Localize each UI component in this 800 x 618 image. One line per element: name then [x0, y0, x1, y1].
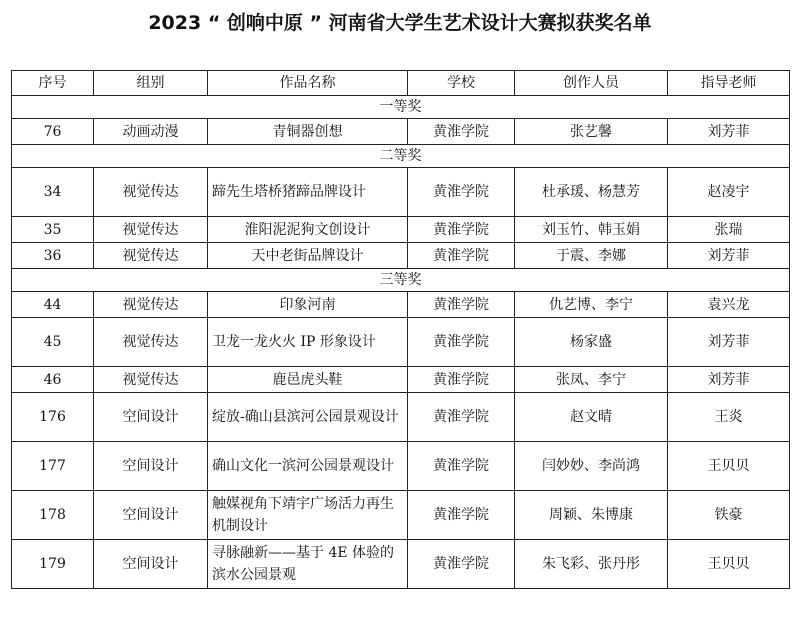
cell-school: 黄淮学院 — [408, 442, 515, 491]
header-advisor: 指导老师 — [668, 71, 790, 96]
cell-advisor: 刘芳菲 — [668, 119, 790, 145]
table-row — [12, 442, 790, 491]
cell-creators: 仇艺博、李宁 — [515, 292, 668, 318]
cell-no: 35 — [12, 217, 94, 243]
cell-no: 44 — [12, 292, 94, 318]
cell-creators: 闫妙妙、李尚鸿 — [515, 442, 668, 491]
cell-group: 视觉传达 — [94, 168, 208, 217]
cell-group: 空间设计 — [94, 491, 208, 540]
section-row-first — [12, 96, 790, 119]
cell-work: 确山文化一滨河公园景观设计 — [208, 442, 408, 491]
cell-group: 动画动漫 — [94, 119, 208, 145]
cell-advisor: 王贝贝 — [668, 442, 790, 491]
cell-group: 空间设计 — [94, 393, 208, 442]
cell-work: 绽放-确山县滨河公园景观设计 — [208, 393, 408, 442]
cell-school: 黄淮学院 — [408, 168, 515, 217]
cell-creators: 杜承瑗、杨慧芳 — [515, 168, 668, 217]
cell-group: 视觉传达 — [94, 217, 208, 243]
table-row — [12, 367, 790, 393]
cell-advisor: 铁豪 — [668, 491, 790, 540]
cell-group: 视觉传达 — [94, 367, 208, 393]
cell-creators: 杨家盛 — [515, 318, 668, 367]
cell-no: 34 — [12, 168, 94, 217]
cell-group: 视觉传达 — [94, 292, 208, 318]
cell-advisor: 王炎 — [668, 393, 790, 442]
cell-work: 淮阳泥泥狗文创设计 — [208, 217, 408, 243]
cell-group: 视觉传达 — [94, 243, 208, 269]
section-row-third — [12, 269, 790, 292]
cell-no: 76 — [12, 119, 94, 145]
table-row — [12, 292, 790, 318]
cell-advisor: 刘芳菲 — [668, 367, 790, 393]
cell-advisor: 赵凌宇 — [668, 168, 790, 217]
cell-group: 空间设计 — [94, 540, 208, 589]
cell-group: 视觉传达 — [94, 318, 208, 367]
header-work: 作品名称 — [208, 71, 408, 96]
section-row-second — [12, 145, 790, 168]
cell-advisor: 王贝贝 — [668, 540, 790, 589]
table-row — [12, 243, 790, 269]
table-row — [12, 217, 790, 243]
cell-advisor: 刘芳菲 — [668, 318, 790, 367]
header-row — [12, 71, 790, 96]
cell-no: 36 — [12, 243, 94, 269]
header-group: 组别 — [94, 71, 208, 96]
cell-school: 黄淮学院 — [408, 119, 515, 145]
cell-no: 46 — [12, 367, 94, 393]
table-row — [12, 318, 790, 367]
cell-creators: 张艺馨 — [515, 119, 668, 145]
table-row — [12, 168, 790, 217]
cell-work: 天中老街品牌设计 — [208, 243, 408, 269]
cell-school: 黄淮学院 — [408, 292, 515, 318]
cell-work: 青铜器创想 — [208, 119, 408, 145]
cell-no: 178 — [12, 491, 94, 540]
cell-school: 黄淮学院 — [408, 491, 515, 540]
cell-no: 176 — [12, 393, 94, 442]
cell-advisor: 张瑞 — [668, 217, 790, 243]
cell-work: 寻脉融新——基于 4E 体验的滨水公园景观 — [208, 540, 408, 589]
cell-school: 黄淮学院 — [408, 217, 515, 243]
cell-work: 卫龙一龙火火 IP 形象设计 — [208, 318, 408, 367]
cell-advisor: 袁兴龙 — [668, 292, 790, 318]
cell-school: 黄淮学院 — [408, 540, 515, 589]
header-no: 序号 — [12, 71, 94, 96]
table-row — [12, 119, 790, 145]
award-table — [11, 70, 790, 589]
table-row — [12, 491, 790, 540]
cell-work: 触媒视角下靖宇广场活力再生机制设计 — [208, 491, 408, 540]
table-row — [12, 393, 790, 442]
cell-creators: 周颖、朱博康 — [515, 491, 668, 540]
cell-creators: 张凤、李宁 — [515, 367, 668, 393]
section-label: 三等奖 — [12, 269, 790, 292]
cell-creators: 赵文晴 — [515, 393, 668, 442]
cell-school: 黄淮学院 — [408, 243, 515, 269]
section-label: 一等奖 — [12, 96, 790, 119]
section-label: 二等奖 — [12, 145, 790, 168]
cell-school: 黄淮学院 — [408, 367, 515, 393]
page-title: 2023 “ 创响中原 ” 河南省大学生艺术设计大赛拟获奖名单 — [148, 12, 652, 34]
cell-creators: 朱飞彩、张丹彤 — [515, 540, 668, 589]
cell-school: 黄淮学院 — [408, 393, 515, 442]
header-school: 学校 — [408, 71, 515, 96]
cell-no: 45 — [12, 318, 94, 367]
cell-school: 黄淮学院 — [408, 318, 515, 367]
cell-group: 空间设计 — [94, 442, 208, 491]
cell-creators: 于震、李娜 — [515, 243, 668, 269]
table-row — [12, 540, 790, 589]
cell-advisor: 刘芳菲 — [668, 243, 790, 269]
cell-work: 蹄先生塔桥猪蹄品牌设计 — [208, 168, 408, 217]
cell-work: 印象河南 — [208, 292, 408, 318]
header-creators: 创作人员 — [515, 71, 668, 96]
cell-work: 鹿邑虎头鞋 — [208, 367, 408, 393]
cell-creators: 刘玉竹、韩玉娟 — [515, 217, 668, 243]
cell-no: 179 — [12, 540, 94, 589]
cell-no: 177 — [12, 442, 94, 491]
